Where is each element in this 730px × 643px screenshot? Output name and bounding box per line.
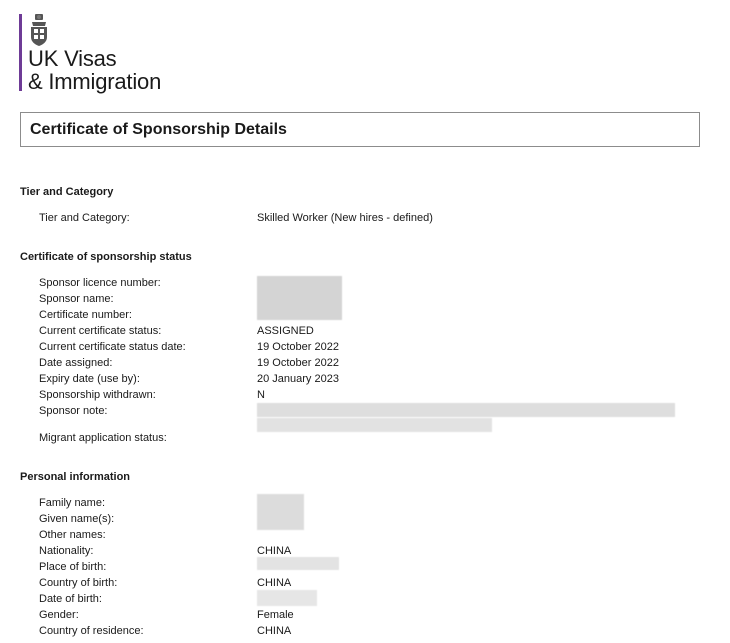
country-of-birth-label: Country of birth: [39,577,118,589]
sponsor-name-label: Sponsor name: [39,293,114,305]
redacted-place-of-birth [257,557,339,570]
redacted-sponsor-note-line-2 [257,418,492,432]
sponsorship-withdrawn-value: N [257,389,265,401]
brand-accent-bar [19,14,22,91]
date-of-birth-label: Date of birth: [39,593,102,605]
brand-line-1: UK Visas [28,46,117,71]
status-date-label: Current certificate status date: [39,341,186,353]
page-title: Certificate of Sponsorship Details [30,121,287,138]
section-heading-status: Certificate of sponsorship status [20,251,192,263]
nationality-label: Nationality: [39,545,94,557]
other-names-label: Other names: [39,529,106,541]
gender-value: Female [257,609,294,621]
current-status-label: Current certificate status: [39,325,162,337]
country-of-residence-label: Country of residence: [39,625,144,637]
expiry-date-label: Expiry date (use by): [39,373,140,385]
certificate-number-label: Certificate number: [39,309,132,321]
place-of-birth-label: Place of birth: [39,561,107,573]
country-of-residence-value: CHINA [257,625,292,637]
nationality-value: CHINA [257,545,292,557]
redacted-date-of-birth [257,590,317,606]
brand-wordmark [28,47,161,93]
tier-category-value: Skilled Worker (New hires - defined) [257,212,433,224]
expiry-date-value: 20 January 2023 [257,373,339,385]
redacted-sponsor-details [257,276,342,320]
given-names-label: Given name(s): [39,513,115,525]
title-box [20,112,700,147]
date-assigned-value: 19 October 2022 [257,357,339,369]
sponsor-note-label: Sponsor note: [39,405,108,417]
redacted-name [257,494,304,530]
section-heading-personal: Personal information [20,471,131,483]
country-of-birth-value: CHINA [257,577,292,589]
royal-crest-icon [28,14,50,48]
sponsorship-withdrawn-label: Sponsorship withdrawn: [39,389,156,401]
section-heading-tier: Tier and Category [20,186,114,198]
status-date-value: 19 October 2022 [257,341,339,353]
tier-category-label: Tier and Category: [39,212,130,224]
sponsor-licence-number-label: Sponsor licence number: [39,277,161,289]
migrant-application-status-label: Migrant application status: [39,432,167,444]
redacted-sponsor-note-line-1 [257,403,675,417]
brand-line-2: & Immigration [28,69,162,94]
gender-label: Gender: [39,609,79,621]
family-name-label: Family name: [39,497,106,509]
date-assigned-label: Date assigned: [39,357,113,369]
current-status-value: ASSIGNED [257,325,314,337]
